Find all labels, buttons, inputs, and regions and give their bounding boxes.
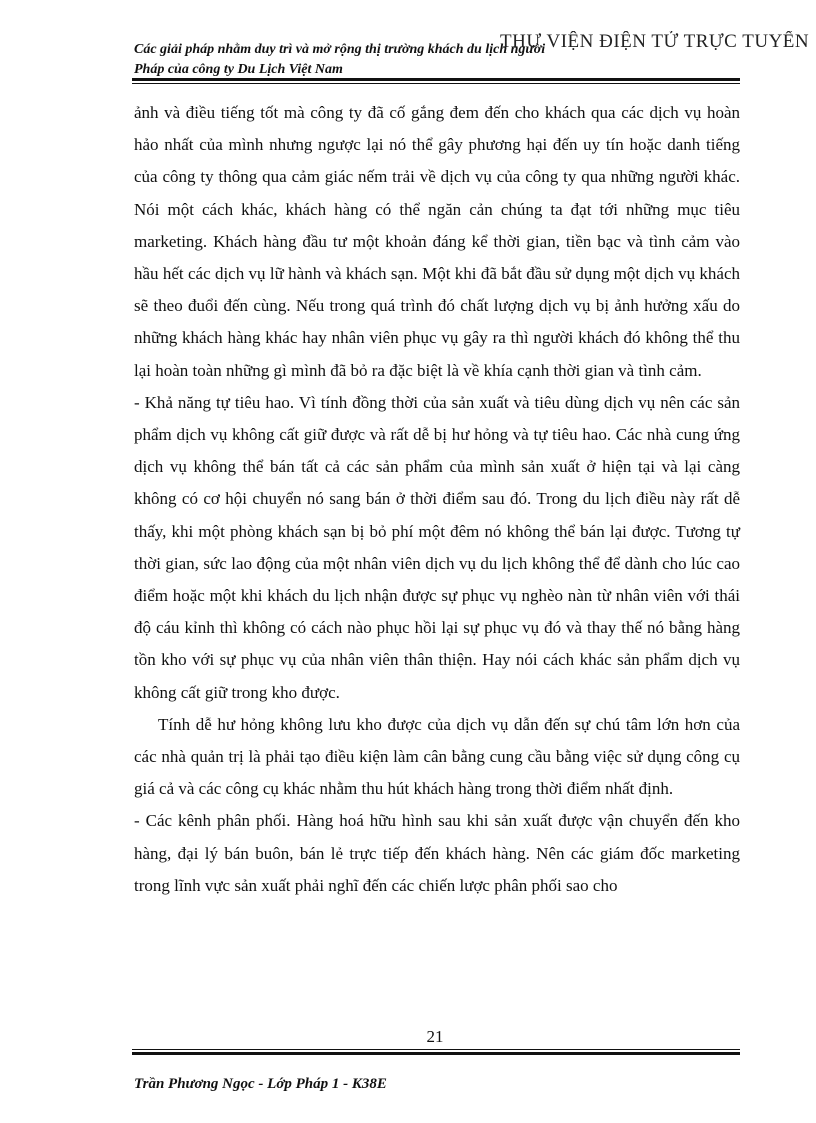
paragraph-2: - Khả năng tự tiêu hao. Vì tính đồng thời của sản xuất và tiêu dùng dịch vụ nên các sản phẩm dịch vụ không cất giữ được và rất dễ bị hư hỏng và tự tiêu hao. Các nhà cung ứng dịch vụ không thể bán tất cả các sản phẩm của mình sản xuất ở hiện tại và lại càng không có cơ hội chuyển nó sang bán ở thời điểm sau đó. Trong du lịch điều này rất dễ thấy, khi một phòng khách sạn bị bỏ phí một đêm nó không thể bán lại được. Tương tự thời gian, sức lao động của một nhân viên dịch vụ du lịch không thể để dành cho lúc cao điểm hoặc một khi khách du lịch nhận được sự phục vụ nghèo nàn từ nhân viên với thái độ cáu kỉnh thì không có cách nào phục hồi lại sự phục vụ đó và thay thế nó bằng hàng tồn kho với sự phục vụ của nhân viên thân thiện. Hay nói cách khác sản phẩm dịch vụ không cất giữ trong kho được. — [134, 392, 740, 702]
page-number: 21 — [426, 1027, 444, 1046]
library-watermark: THƯ VIỆN ĐIỆN TỬ TRỰC TUYẾN — [500, 31, 810, 52]
paragraph-1: ảnh và điều tiếng tốt mà công ty đã cố gắng đem đến cho khách qua các dịch vụ hoàn hảo nhất của mình nhưng ngược lại nó thể gây phương hại đến uy tín hoặc danh tiếng của công ty thông qua cảm giác nếm trải về dịch vụ của công ty qua những người khác. Nói một cách khác, khách hàng có thể ngăn cản chúng ta đạt tới những mục tiêu marketing. Khách hàng đầu tư một khoản đáng kể thời gian, tiền bạc và tình cảm vào hầu hết các dịch vụ lữ hành và khách sạn. Một khi đã bắt đầu sử dụng một dịch vụ khách sẽ theo đuổi đến cùng. Nếu trong quá trình đó chất lượng dịch vụ bị ảnh hưởng xấu do những khách hàng khác hay nhân viên phục vụ gây ra thì người khách đó không thể thu lại hoàn toàn những gì mình đã bỏ ra đặc biệt là về khía cạnh thời gian và tình cảm. — [134, 103, 740, 380]
footer-rule-thick — [132, 1052, 740, 1055]
paragraph-3: Tính dễ hư hỏng không lưu kho được của dịch vụ dẫn đến sự chú tâm lớn hơn của các nhà quản trị là phải tạo điều kiện làm cân bằng cung cầu bằng việc sử dụng công cụ giá cả và các công cụ khác nhằm thu hút khách hàng trong thời điểm nhất định. — [134, 714, 740, 799]
paragraph-4: - Các kênh phân phối. Hàng hoá hữu hình sau khi sản xuất được vận chuyển đến kho hàng, đại lý bán buôn, bán lẻ trực tiếp đến khách hàng. Nên các giám đốc marketing trong lĩnh vực sản xuất phải nghĩ đến các chiến lược phân phối sao cho — [134, 811, 740, 895]
footer-rule-thin — [132, 1049, 740, 1050]
body-text — [134, 97, 740, 902]
header-rule-thick — [132, 78, 740, 81]
header-title: Các giải pháp nhằm duy trì và mở rộng thị trường khách du lịch người Pháp của công ty Du Lịch Việt Nam — [134, 42, 546, 77]
header-rule-thin — [132, 83, 740, 84]
footer-author: Trần Phương Ngọc - Lớp Pháp 1 - K38E — [134, 1076, 387, 1092]
